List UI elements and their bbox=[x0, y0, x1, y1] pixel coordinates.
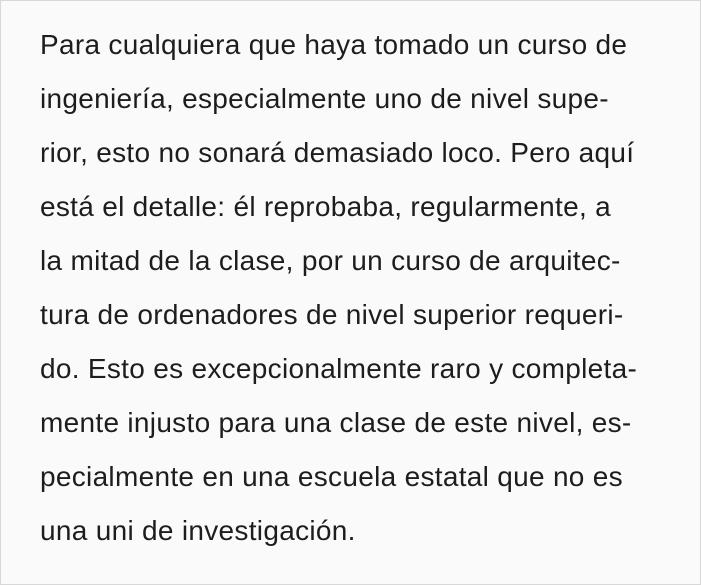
text-line: rior, esto no sonará demasiado loco. Pero aquí bbox=[40, 137, 635, 168]
text-line: está el detalle: él reprobaba, regularmente, a bbox=[40, 191, 612, 222]
text-line: la mitad de la clase, por un curso de arquitec- bbox=[40, 245, 621, 276]
text-line: ingeniería, especialmente uno de nivel supe- bbox=[40, 83, 609, 114]
text-line: mente injusto para una clase de este nivel, es- bbox=[40, 407, 632, 438]
text-line: una uni de investigación. bbox=[40, 515, 356, 546]
text-line: tura de ordenadores de nivel superior requeri- bbox=[40, 299, 624, 330]
text-line: do. Esto es excepcionalmente raro y completa- bbox=[40, 353, 638, 384]
text-line: Para cualquiera que haya tomado un curso de bbox=[40, 29, 628, 60]
text-line: pecialmente en una escuela estatal que no es bbox=[40, 461, 623, 492]
